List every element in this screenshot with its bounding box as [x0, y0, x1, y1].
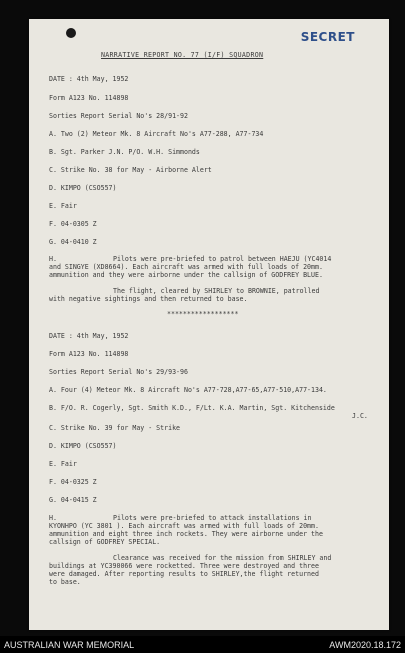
report1-item-f: F. 04-0305 Z: [49, 220, 97, 228]
report2-item-c: C. Strike No. 39 for May - Strike: [49, 424, 181, 432]
report1-p2-line2: with negative sightings and then returned to base.: [49, 295, 248, 303]
report2-date: DATE : 4th May, 1952: [49, 332, 129, 340]
report1-h-line1: Pilots were pre-briefed to patrol between HAEJU (YC4014: [113, 255, 332, 263]
archive-footer: [0, 636, 405, 653]
report2-item-d: D. KIMPO (CSO557): [49, 442, 117, 450]
report1-item-a: A. Two (2) Meteor Mk. 8 Aircraft No's A77-288, A77-734: [49, 130, 264, 138]
report2-item-a: A. Four (4) Meteor Mk. 8 Aircraft No's A77-728,A77-65,A77-510,A77-134.: [49, 386, 327, 394]
report2-serial: Sorties Report Serial No's 29/93-96: [49, 368, 188, 376]
report2-p2-line1: Clearance was received for the mission from SHIRLEY and: [113, 554, 332, 562]
report1-h-line3: ammunition and they were airborne under the callsign of GODFREY BLUE.: [49, 271, 323, 279]
punch-hole: [66, 28, 76, 38]
report2-h-line1: Pilots were pre-briefed to attack installations in: [113, 514, 312, 522]
report2-item-f: F. 04-0325 Z: [49, 478, 97, 486]
report2-item-h-label: H.: [49, 514, 57, 522]
report1-item-h-label: H.: [49, 255, 57, 263]
report2-item-b-cont: J.C.: [352, 412, 368, 420]
report2-item-g: G. 04-0415 Z: [49, 496, 97, 504]
report1-item-c: C. Strike No. 38 for May - Airborne Alert: [49, 166, 212, 174]
report1-form: Form A123 No. 114898: [49, 94, 129, 102]
section-separator: ******************: [167, 310, 239, 318]
report2-p2-line3: were damaged. After reporting results to SHIRLEY,the flight returned: [49, 570, 319, 578]
report2-h-line3: ammunition and eight three inch rockets. They were airborne under the: [49, 530, 323, 538]
report1-p2-line1: The flight, cleared by SHIRLEY to BROWNIE, patrolled: [113, 287, 320, 295]
report2-p2-line2: buildings at YC390066 were rocketted. Three were destroyed and three: [49, 562, 319, 570]
report2-h-line2: KYONHPO (YC 3801 ). Each aircraft was armed with full loads of 20mm.: [49, 522, 319, 530]
footer-accession-number: AWM2020.18.172: [329, 640, 401, 650]
report2-form: Form A123 No. 114898: [49, 350, 129, 358]
document-page: [29, 19, 389, 630]
report2-h-line4: callsign of GODFREY SPECIAL.: [49, 538, 161, 546]
secret-stamp: SECRET: [300, 30, 355, 44]
report1-serial: Sorties Report Serial No's 28/91-92: [49, 112, 188, 120]
report1-item-g: G. 04-0410 Z: [49, 238, 97, 246]
report1-item-b: B. Sgt. Parker J.N. P/O. W.H. Simmonds: [49, 148, 200, 156]
report1-item-e: E. Fair: [49, 202, 77, 210]
report1-date: DATE : 4th May, 1952: [49, 75, 129, 83]
report2-item-b: B. F/O. R. Cogerly, Sgt. Smith K.D., F/Lt. K.A. Martin, Sgt. Kitchenside: [49, 404, 335, 412]
report2-p2-line4: to base.: [49, 578, 81, 586]
footer-institution: AUSTRALIAN WAR MEMORIAL: [4, 640, 135, 650]
report1-h-line2: and SINGYE (XD8664). Each aircraft was armed with full loads of 20mm.: [49, 263, 323, 271]
report2-item-e: E. Fair: [49, 460, 77, 468]
report1-item-d: D. KIMPO (CSO557): [49, 184, 117, 192]
report-heading: NARRATIVE REPORT NO. 77 (I/F) SQUADRON: [101, 51, 264, 59]
